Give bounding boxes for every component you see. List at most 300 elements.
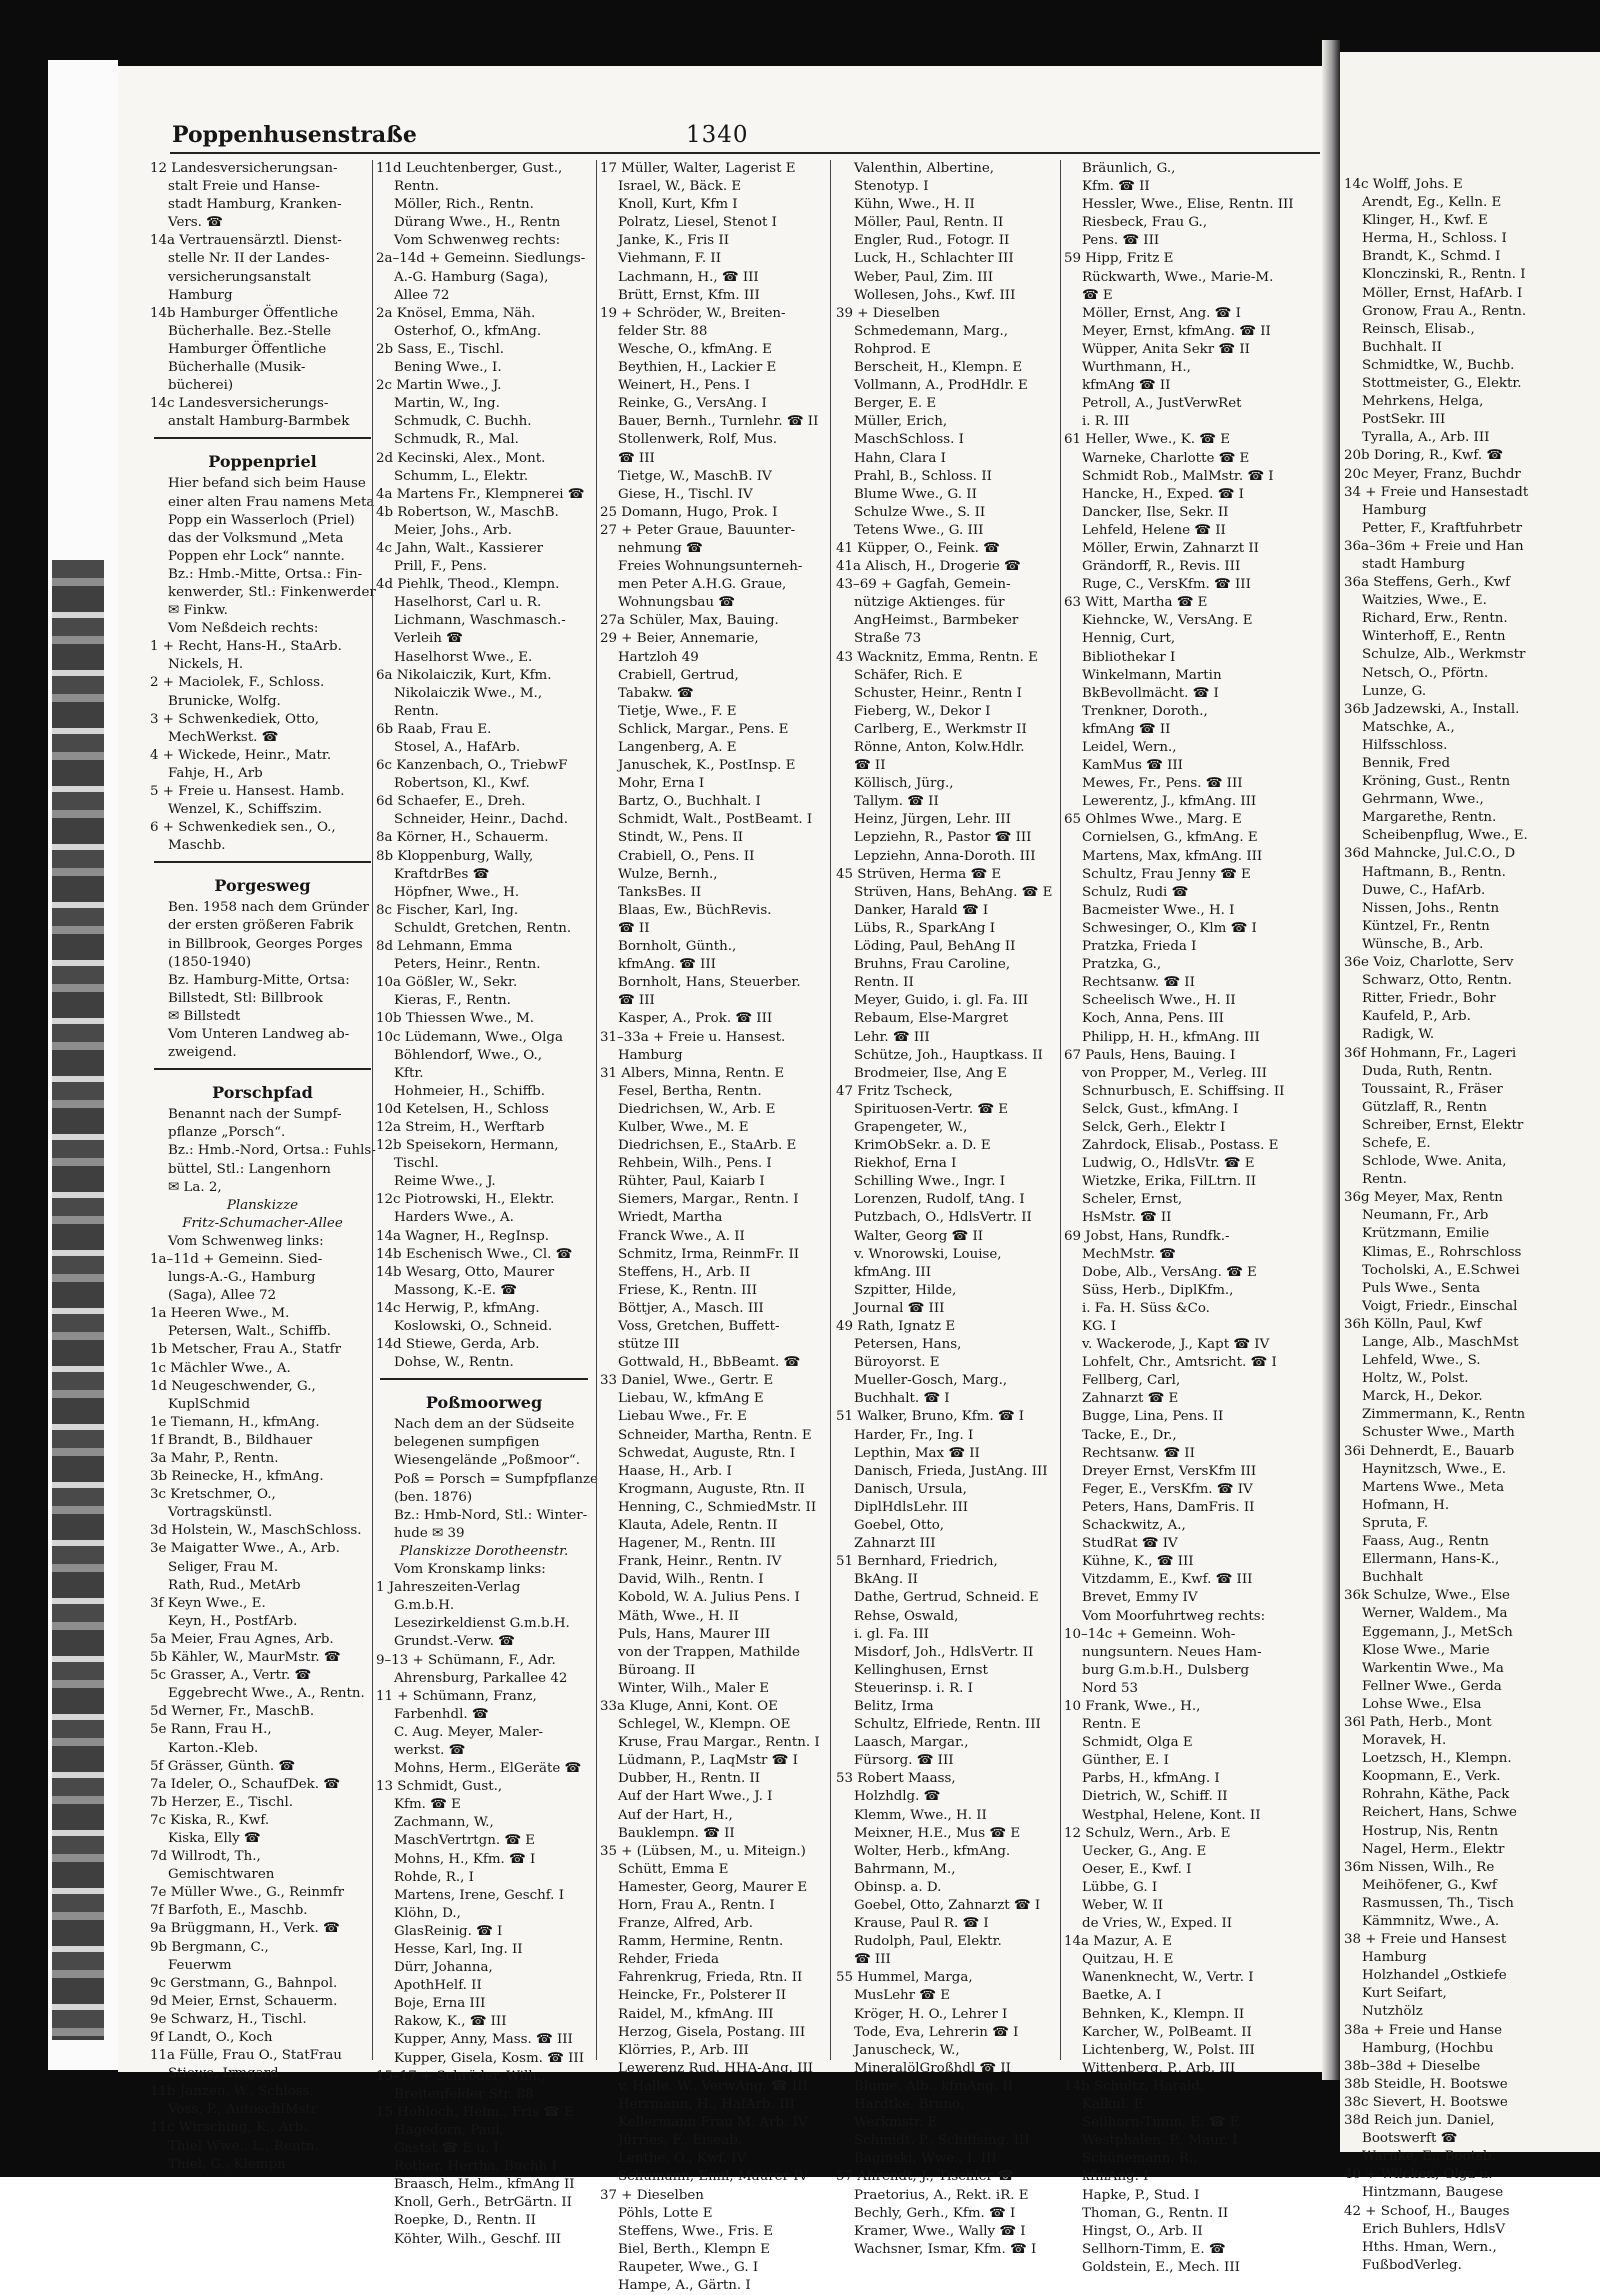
directory-line: Lichmann, Waschmasch.- <box>394 613 566 629</box>
header-rule <box>170 152 1320 154</box>
directory-line: Hamburg <box>618 1047 683 1063</box>
directory-line: Zahnarzt ☎ E <box>1082 1391 1179 1407</box>
directory-line: Erich Buhlers, HdlsV <box>1362 2221 1505 2237</box>
directory-line: Kurt Seifart, <box>1362 1986 1447 2002</box>
directory-line: Poß = Porsch = Sumpfpflanze <box>394 1471 598 1487</box>
directory-line: BkBevollmächt. ☎ I <box>1082 685 1219 701</box>
directory-line: Rohrahn, Käthe, Pack <box>1362 1787 1510 1803</box>
directory-line: 37 + Dieselben <box>600 2187 704 2203</box>
directory-line: Kühn, Wwe., H. II <box>854 197 975 213</box>
directory-line: Bootswerft ☎ <box>1362 2131 1458 2147</box>
directory-line: 38a + Freie und Hanse <box>1344 2022 1502 2038</box>
directory-line: Hamburg <box>1362 1950 1427 1966</box>
directory-line: 20b Doring, R., Kwf. ☎ <box>1344 448 1504 464</box>
directory-line: Valenthin, Albertine, <box>854 161 994 176</box>
directory-line: Büroang. II <box>618 1662 696 1678</box>
directory-line: Bahrmann, M., <box>854 1861 956 1877</box>
directory-line: 36e Voiz, Charlotte, Serv <box>1344 955 1514 971</box>
directory-line: 20c Meyer, Franz, Buchdr <box>1344 466 1521 482</box>
directory-line: Hier befand sich beim Hause <box>168 476 366 492</box>
directory-line: Blaas, Ew., BüchRevis. <box>618 902 772 918</box>
directory-line: Lorenzen, Rudolf, tAng. I <box>854 1192 1025 1208</box>
directory-line: Danisch, Ursula, <box>854 1481 967 1497</box>
directory-line: Netsch, O., Pförtn. <box>1362 665 1489 681</box>
directory-line: Herma, H., Schloss. I <box>1362 231 1507 247</box>
directory-line: Crabiell, O., Pens. II <box>618 848 755 864</box>
directory-line: Nutzhölz <box>1362 2004 1423 2020</box>
directory-line: Ritter, Friedr., Bohr <box>1362 991 1496 1007</box>
directory-line: 14c Herwig, P., kfmAng. <box>376 1300 540 1316</box>
directory-line: Gastst ☎ E u. I <box>394 2141 499 2157</box>
directory-line: Fürsorg. ☎ III <box>854 1753 954 1769</box>
directory-line: 1a–11d + Gemeinn. Sied- <box>150 1251 323 1267</box>
directory-line: Quitzau, H. E <box>1082 1952 1174 1968</box>
directory-line: Klonczinski, R., Rentn. I <box>1362 267 1526 283</box>
directory-line: 2a–14d + Gemeinn. Siedlungs- <box>376 251 586 267</box>
directory-line: Herrmann, H., HafArb. III <box>618 2097 795 2113</box>
directory-line: Scheelisch Wwe., H. II <box>1082 993 1236 1009</box>
directory-line: Israel, W., Bäck. E <box>618 179 742 195</box>
directory-line: 14b Wesarg, Otto, Maurer <box>376 1264 555 1280</box>
directory-line: Popp ein Wasserloch (Priel) <box>168 512 355 528</box>
directory-line: Wurthmann, H., <box>1082 360 1191 376</box>
directory-line: Schmitz, Irma, ReinmFr. II <box>618 1246 800 1262</box>
directory-line: Kiehncke, W., VersAng. E <box>1082 613 1253 629</box>
directory-line: Harder, Fr., Ing. I <box>854 1427 974 1443</box>
directory-line: Leidel, Wern., <box>1082 740 1177 755</box>
directory-line: Wulze, Bernh., <box>618 866 718 882</box>
directory-line: Schäfer, Rich. E <box>854 667 963 683</box>
directory-line: Nagel, Herm., Elektr <box>1362 1841 1505 1857</box>
directory-line: Tetens Wwe., G. III <box>854 522 984 538</box>
directory-line: Trenkner, Doroth., <box>1082 703 1208 719</box>
directory-line: 14a Vertrauensärztl. Dienst- <box>150 233 342 249</box>
directory-line: Carlberg, E., Werkmstr II <box>854 721 1027 737</box>
directory-line: 65 Ohlmes Wwe., Marg. E <box>1064 812 1242 828</box>
directory-line: Schütze, Joh., Hauptkass. II <box>854 1047 1043 1063</box>
directory-line: Siemers, Margar., Rentn. I <box>618 1192 799 1208</box>
directory-line: Büroyorst. E <box>854 1355 940 1371</box>
directory-line: Osterhof, O., kfmAng. <box>394 323 542 339</box>
directory-line: Lübbe, G. I <box>1082 1879 1158 1895</box>
directory-line: Rönne, Anton, Kolw.Hdlr. <box>854 740 1025 755</box>
directory-line: 1d Neugeschwender, G., <box>150 1378 316 1394</box>
directory-line: Biel, Berth., Klempn E <box>618 2241 770 2257</box>
directory-line: Zahrdock, Elisab., Postass. E <box>1082 1138 1279 1154</box>
directory-line: Brütt, Ernst, Kfm. III <box>618 287 760 303</box>
directory-line: Schulze Wwe., S. II <box>854 504 986 520</box>
directory-line: 36b Jadzewski, A., Install. <box>1344 701 1520 717</box>
directory-line: von Propper, M., Verleg. III <box>1082 1065 1267 1081</box>
directory-line: Günther, E. I <box>1082 1753 1169 1769</box>
directory-line: 12a Streim, H., Werftarb <box>376 1119 545 1135</box>
directory-line: 10d Ketelsen, H., Schloss <box>376 1101 549 1117</box>
directory-line: 38d Reich jun. Daniel, <box>1344 2113 1495 2129</box>
directory-line: 5c Grasser, A., Vertr. ☎ <box>150 1668 312 1684</box>
directory-line: Voigt, Friedr., Einschal <box>1362 1298 1518 1314</box>
directory-line: Gronow, Frau A., Rentn. <box>1362 303 1527 319</box>
directory-line: Dietrich, W., Schiff. II <box>1082 1789 1228 1805</box>
directory-line: Hessler, Wwe., Elise, Rentn. III <box>1082 197 1294 213</box>
directory-line: Rakow, K., ☎ III <box>394 2014 507 2030</box>
directory-line: Buchhalt. II <box>1362 339 1442 355</box>
directory-line: 59 Hipp, Fritz E <box>1064 251 1174 267</box>
directory-line: Lesezirkeldienst G.m.b.H. <box>394 1616 570 1632</box>
directory-line: Rudolph, Paul, Elektr. <box>854 1934 1002 1950</box>
directory-line: Moravek, H. <box>1362 1733 1447 1749</box>
directory-line: Riekhof, Erna I <box>854 1156 957 1172</box>
directory-line: Nissen, Johs., Rentn <box>1362 900 1500 916</box>
directory-line: Bornholt, Hans, Steuerber. <box>618 975 801 991</box>
directory-line: Stollenwerk, Rolf, Mus. <box>618 432 778 448</box>
directory-line: Vers. ☎ <box>168 215 223 231</box>
directory-line: bücherei) <box>168 378 234 394</box>
directory-column-2 <box>376 160 598 2249</box>
directory-line: felder Str. 88 <box>618 323 708 339</box>
directory-line: Nach dem an der Südseite <box>394 1417 575 1433</box>
directory-line: Journal ☎ III <box>854 1300 945 1316</box>
directory-line: Januschek, K., PostInsp. E <box>618 758 796 774</box>
directory-line: 7f Barfoth, E., Maschb. <box>150 1903 308 1919</box>
directory-line: Steffens, H., Arb. II <box>618 1264 751 1280</box>
directory-line: Rohde, R., I <box>394 1869 474 1885</box>
directory-line: Dohse, W., Rentn. <box>394 1355 514 1371</box>
directory-line: Franze, Alfred, Arb. <box>618 1916 754 1932</box>
directory-line: Meixner, H.E., Mus ☎ E <box>854 1825 1021 1841</box>
directory-line: Feuerwm <box>168 1957 232 1973</box>
directory-line: 1c Mächler Wwe., A. <box>150 1360 291 1376</box>
directory-line: Sellhorn-Timm, E. ☎ E <box>1082 2115 1240 2131</box>
directory-line: Wittenberg, P., Arb. III <box>1082 2060 1236 2076</box>
directory-line: Rechtsanw. ☎ II <box>1082 975 1195 991</box>
directory-line: Schlode, Wwe. Anita, <box>1362 1154 1507 1170</box>
directory-line: Scheibenpflug, Wwe., E. <box>1362 828 1528 844</box>
directory-line: 7c Kiska, R., Kwf. <box>150 1812 270 1828</box>
directory-line: Hagedorn, Paul, <box>394 2122 504 2138</box>
directory-line: 14c Landesversicherungs- <box>150 396 329 412</box>
directory-line: 38b–38d + Dieselbe <box>1344 2058 1481 2074</box>
directory-line: Lachmann, H., ☎ III <box>618 269 759 285</box>
directory-line: Wiesengelände „Poßmoor“. <box>394 1453 581 1469</box>
directory-line: 11c Wirsching, K., Arb. <box>150 2120 308 2136</box>
directory-line: Ramm, Hermine, Rentn. <box>618 1934 784 1950</box>
directory-line: 1a Heeren Wwe., M. <box>150 1306 290 1322</box>
directory-line: 12c Piotrowski, H., Elektr. <box>376 1192 555 1208</box>
directory-line: Horn, Frau A., Rentn. I <box>618 1898 775 1913</box>
directory-line: Behnken, K., Klempn. II <box>1082 2006 1245 2022</box>
directory-line: Hennig, Curt, <box>1082 631 1176 647</box>
directory-line: Scheler, Ernst, <box>1082 1192 1183 1208</box>
directory-line: 11b Janzen, W., Schloss. <box>150 2084 314 2100</box>
directory-line: Tischl. <box>394 1156 439 1172</box>
directory-line: Hingst, O., Arb. II <box>1082 2223 1203 2239</box>
directory-line: 3a Mahr, P., Rentn. <box>150 1451 279 1466</box>
directory-line: Allee 72 <box>394 287 450 303</box>
directory-line: Brevet, Emmy IV <box>1082 1590 1198 1606</box>
directory-line: Köllisch, Jürg., <box>854 776 954 792</box>
directory-line: Zachmann, W., <box>394 1815 494 1831</box>
directory-line: Lewerenz Rud. HHA-Ang. III <box>618 2060 814 2076</box>
directory-column-3 <box>600 160 822 2295</box>
directory-line: belegenen sumpfigen <box>394 1435 540 1451</box>
directory-line: Möller, Ernst, Ang. ☎ I <box>1082 305 1241 321</box>
directory-line: Hahn, Clara I <box>854 450 946 466</box>
directory-line: Warkentin Wwe., Ma <box>1362 1660 1504 1676</box>
directory-line: versicherungsanstalt <box>168 269 311 285</box>
directory-line: Bugge, Lina, Pens. II <box>1082 1409 1224 1425</box>
directory-line: nehmung ☎ <box>618 540 703 556</box>
directory-line: Weber, Paul, Zim. III <box>854 269 994 285</box>
directory-line: Haynitzsch, Wwe., E. <box>1362 1461 1507 1477</box>
directory-line: Goebel, Otto, <box>854 1518 945 1534</box>
directory-line: nützige Aktienges. für <box>854 595 1005 611</box>
directory-line: Möller, Rich., Rentn. <box>394 197 534 213</box>
directory-line: Kaufeld, P., Arb. <box>1362 1009 1471 1025</box>
directory-line: Schütt, Emma E <box>618 1861 729 1877</box>
directory-line: Mewes, Fr., Pens. ☎ III <box>1082 776 1243 792</box>
directory-line: Farbenhdl. ☎ <box>394 1706 489 1722</box>
section-rule <box>154 437 371 445</box>
directory-line: Prahl, B., Schloss. II <box>854 468 992 484</box>
directory-line: Rückwarth, Wwe., Marie-M. <box>1082 269 1274 285</box>
directory-line: 5 + Freie u. Hansest. Hamb. <box>150 784 345 799</box>
directory-line: Möller, Ernst, HafArb. I <box>1362 285 1523 301</box>
directory-line: 2d Kecinski, Alex., Mont. <box>376 450 546 466</box>
directory-line: 1 Jahreszeiten-Verlag <box>376 1580 521 1596</box>
directory-line: Rother, Hertha, Buchh I <box>394 2159 557 2175</box>
directory-line: Braasch, Helm., kfmAng II <box>394 2177 575 2193</box>
directory-line: Vitzdamm, E., Kwf. ☎ III <box>1082 1572 1253 1588</box>
directory-line: Puls, Hans, Maurer III <box>618 1626 771 1642</box>
directory-line: Heinz, Jürgen, Lehr. III <box>854 812 1011 828</box>
directory-line: 6b Raab, Frau E. <box>376 721 492 737</box>
directory-line: Kulber, Wwe., M. E <box>618 1119 749 1135</box>
directory-line: Lohfelt, Chr., Amtsricht. ☎ I <box>1082 1355 1277 1371</box>
directory-line: Duda, Ruth, Rentn. <box>1362 1063 1493 1079</box>
directory-line: Kruse, Frau Margar., Rentn. I <box>618 1735 820 1751</box>
directory-line: Misdorf, Joh., HdlsVertr. II <box>854 1644 1034 1660</box>
column-divider <box>830 160 831 2060</box>
directory-line: Wietzke, Erika, FilLtrn. II <box>1082 1174 1257 1190</box>
directory-line: 4b Robertson, W., MaschB. <box>376 504 559 520</box>
directory-line: ☎ II <box>618 920 650 936</box>
section-rule <box>380 1378 588 1386</box>
directory-line: 11 + Schümann, Franz, <box>376 1688 537 1704</box>
directory-line: Lepziehn, R., Pastor ☎ III <box>854 830 1032 846</box>
directory-line: A.-G. Hamburg (Saga), <box>394 269 549 285</box>
directory-line: Nikolaiczik Wwe., M., <box>394 685 543 701</box>
directory-line: Grapengeter, W., <box>854 1119 968 1135</box>
directory-line: Martens, Max, kfmAng. III <box>1082 848 1263 864</box>
directory-line: Lenthe, O., Kwf. IV <box>618 2151 747 2167</box>
directory-line: kfmAng. III <box>854 1264 932 1280</box>
directory-line: Wüpper, Anita Sekr ☎ II <box>1082 341 1250 357</box>
directory-line: Lehfeld, Helene ☎ II <box>1082 522 1226 538</box>
directory-line: burg G.m.b.H., Dulsberg <box>1082 1662 1250 1678</box>
directory-line: Kfm. ☎ II <box>1082 179 1150 195</box>
directory-line: Stiewe, Irmgard <box>168 2066 279 2082</box>
directory-line: Bruhns, Frau Caroline, <box>854 957 1011 973</box>
directory-line: Goldstein, E., Mech. III <box>1082 2259 1240 2275</box>
page-number: 1340 <box>686 122 749 148</box>
directory-line: Henning, C., SchmiedMstr. II <box>618 1499 817 1515</box>
directory-line: 33a Kluge, Anni, Kont. OE <box>600 1698 778 1714</box>
directory-line: Kfm. ☎ E <box>394 1797 461 1813</box>
directory-line: Kupper, Anny, Mass. ☎ III <box>394 2032 573 2048</box>
directory-line: Böttjer, A., Masch. III <box>618 1300 764 1316</box>
directory-line: Hampe, A., Gärtn. I <box>618 2277 751 2293</box>
directory-line: 69 Jobst, Hans, Rundfk.- <box>1064 1228 1230 1244</box>
directory-line: v. Wnorowski, Louise, <box>854 1246 1002 1262</box>
directory-line: Pratzka, Frieda I <box>1082 939 1197 955</box>
directory-line: Martens, Irene, Geschf. I <box>394 1887 564 1903</box>
directory-line: Hesse, Karl, Ing. II <box>394 1942 523 1957</box>
directory-line: Wolter, Herb., kfmAng. <box>854 1843 1011 1859</box>
directory-line: Brandt, K., Schmd. I <box>1362 249 1501 265</box>
directory-line: Kellinghusen, Ernst <box>854 1662 988 1678</box>
directory-line: der ersten größeren Fabrik <box>168 918 354 934</box>
directory-line: 31–33a + Freie u. Hansest. <box>600 1029 786 1045</box>
directory-line: Lüdmann, P., LaqMstr ☎ I <box>618 1753 798 1769</box>
directory-line: Bz.: Hmb-Nord, Stl.: Winter- <box>394 1507 588 1523</box>
directory-line: Schneider, Martha, Rentn. E <box>618 1427 812 1443</box>
margin-print-bleed <box>52 560 104 2040</box>
directory-line: Uecker, G., Ang. E <box>1082 1843 1207 1859</box>
directory-line: 36f Hohmann, Fr., Lageri <box>1344 1045 1517 1061</box>
directory-line: Küntzel, Fr., Rentn <box>1362 918 1490 934</box>
directory-line: Grundst.-Verw. ☎ <box>394 1634 515 1650</box>
directory-line: Gützlaff, R., Rentn <box>1362 1099 1488 1115</box>
directory-line: Reinke, G., VersAng. I <box>618 396 767 412</box>
directory-line: Böhlendorf, Wwe., O., <box>394 1047 543 1063</box>
directory-line: Wesche, O., kfmAng. E <box>618 341 772 357</box>
directory-line: Rentn. <box>394 179 439 195</box>
directory-line: 10b Thiessen Wwe., M. <box>376 1011 535 1027</box>
directory-line: 8b Kloppenburg, Wally, <box>376 848 534 864</box>
directory-line: Puls Wwe., Senta <box>1362 1280 1481 1296</box>
directory-line: (ben. 1876) <box>394 1489 473 1505</box>
directory-line: 38 + Freie und Hansest <box>1344 1932 1507 1948</box>
directory-line: Bz.: Hmb.-Mitte, Ortsa.: Fin- <box>168 566 363 582</box>
directory-line: MaschVertrtgn. ☎ E <box>394 1833 536 1849</box>
directory-line: Crabiell, Gertrud, <box>618 667 739 683</box>
directory-line: pflanze „Porsch“. <box>168 1125 286 1141</box>
directory-line: Lehfeld, Wwe., S. <box>1362 1353 1481 1369</box>
directory-line: Liebau Wwe., Fr. E <box>618 1409 747 1425</box>
directory-line: 5e Rann, Frau H., <box>150 1722 272 1738</box>
directory-line: kfmAng ☎ II <box>1082 721 1171 737</box>
directory-line: Rath, Rud., MetArb <box>168 1577 301 1593</box>
directory-line: Buchhalt. ☎ I <box>854 1391 950 1407</box>
directory-line: TanksBes. II <box>618 884 702 900</box>
directory-line: Fieberg, W., Dekor I <box>854 703 991 719</box>
directory-line: i. R. III <box>1082 414 1130 430</box>
directory-line: 36l Path, Herb., Mont <box>1344 1714 1492 1730</box>
street-heading: Porgesweg <box>214 876 311 896</box>
directory-line: Krause, Paul R. ☎ I <box>854 1916 989 1932</box>
directory-line: stelle Nr. II der Landes- <box>168 251 330 267</box>
directory-line: Verleih ☎ <box>394 631 463 647</box>
directory-line: Danker, Harald ☎ I <box>854 902 989 918</box>
directory-line: Harders Wwe., A. <box>394 1210 514 1226</box>
facing-page-column <box>1344 176 1604 2275</box>
directory-line: Dreyer Ernst, VersKfm III <box>1082 1463 1257 1479</box>
directory-line: Westphalen, P., Maur. I <box>1082 2133 1238 2149</box>
directory-line: Sellhorn-Timm, E. ☎ <box>1082 2241 1226 2257</box>
directory-line: 45 Strüven, Herma ☎ E <box>836 866 1002 882</box>
directory-line: Nickels, H. <box>168 657 244 673</box>
directory-line: Hardtke, Bruno, <box>854 2097 965 2113</box>
directory-line: Putzbach, O., HdlsVertr. II <box>854 1210 1032 1226</box>
directory-line: Franck Wwe., A. II <box>618 1228 745 1244</box>
directory-line: Koch, Anna, Pens. III <box>1082 1011 1224 1027</box>
directory-line: 14b Hamburger Öffentliche <box>150 305 339 321</box>
directory-line: Köhter, Wilh., Geschf. III <box>394 2231 562 2247</box>
directory-line: 9e Schwarz, H., Tischl. <box>150 2011 307 2027</box>
directory-line: 19 + Schröder, W., Breiten- <box>600 305 786 321</box>
directory-line: Kühne, K., ☎ III <box>1082 1554 1194 1570</box>
directory-line: Billstedt, Stl: Billbrook <box>168 990 323 1006</box>
directory-line: de Vries, W., Exped. II <box>1082 1916 1233 1932</box>
directory-line: Tode, Eva, Lehrerin ☎ I <box>854 2024 1019 2040</box>
directory-line: Toussaint, R., Fräser <box>1362 1081 1503 1097</box>
directory-line: Thoman, G., Rentn. II <box>1082 2205 1229 2221</box>
running-head: Poppenhusenstraße <box>172 122 417 148</box>
directory-line: Ellermann, Hans-K., <box>1362 1552 1500 1568</box>
directory-line: Auf der Hart Wwe., J. I <box>618 1789 773 1805</box>
directory-line: Mueller-Gosch, Marg., <box>854 1373 1008 1389</box>
directory-line: Hamburg <box>168 287 233 303</box>
directory-line: 4d Piehlk, Theod., Klempn. <box>376 577 560 593</box>
directory-line: Langenberg, A. E <box>618 740 737 755</box>
directory-line: Brunicke, Wolfg. <box>168 693 281 709</box>
directory-line: Hamburg, (Hochbu <box>1362 2040 1494 2056</box>
directory-line: Rehder, Frieda <box>618 1952 720 1968</box>
directory-line: Thiel Wwe., L., Rentn. <box>168 2138 319 2154</box>
directory-line: AngHeimst., Barmbeker <box>854 613 1019 629</box>
directory-line: 49 Rath, Ignatz E <box>836 1319 956 1334</box>
directory-line: Löding, Paul, BehAng II <box>854 939 1016 955</box>
directory-line: 36i Dehnerdt, E., Bauarb <box>1344 1443 1515 1459</box>
directory-line: Kröning, Gust., Rentn <box>1362 774 1511 790</box>
directory-note: Planskizze Dorotheenstr. <box>399 1543 569 1559</box>
directory-line: kfmAng ☎ II <box>1082 378 1171 394</box>
directory-line: 25 Domann, Hugo, Prok. I <box>600 504 778 520</box>
directory-line: Westphal, Helene, Kont. II <box>1082 1807 1261 1823</box>
directory-line: Voss, P., AutoschlMstr <box>168 2102 318 2118</box>
directory-line: (1850-1940) <box>168 954 252 970</box>
directory-line: Kämmnitz, Wwe., A. <box>1362 1914 1500 1929</box>
directory-line: Schuldt, Gretchen, Rentn. <box>394 920 572 936</box>
directory-line: Winter, Wilh., Maler E <box>618 1680 770 1696</box>
directory-line: 5d Werner, Fr., MaschB. <box>150 1704 315 1720</box>
directory-line: 2 + Maciolek, F., Schloss. <box>150 675 325 691</box>
directory-line: Belitz, Irma <box>854 1698 934 1714</box>
directory-line: Lohse Wwe., Elsa <box>1362 1696 1482 1712</box>
directory-line: Spirituosen-Vertr. ☎ E <box>854 1101 1009 1117</box>
directory-line: Holtz, W., Polst. <box>1362 1371 1469 1387</box>
directory-line: 2c Martin Wwe., J. <box>376 378 502 394</box>
directory-line: Prill, F., Pens. <box>394 559 487 575</box>
directory-line: Nord 53 <box>1082 1680 1139 1696</box>
directory-line: 11a Fülle, Frau O., StatFrau <box>150 2048 342 2064</box>
directory-column-1 <box>150 160 375 2174</box>
directory-line: Fellberg, Carl, <box>1082 1373 1181 1389</box>
directory-line: Wachsner, Ismar, Kfm. ☎ I <box>854 2241 1037 2257</box>
directory-line: 34 + Freie und Hansestadt <box>1344 484 1529 500</box>
directory-line: Boje, Erna III <box>394 1996 486 2012</box>
directory-line: 12 Schulz, Wern., Arb. E <box>1064 1825 1231 1841</box>
